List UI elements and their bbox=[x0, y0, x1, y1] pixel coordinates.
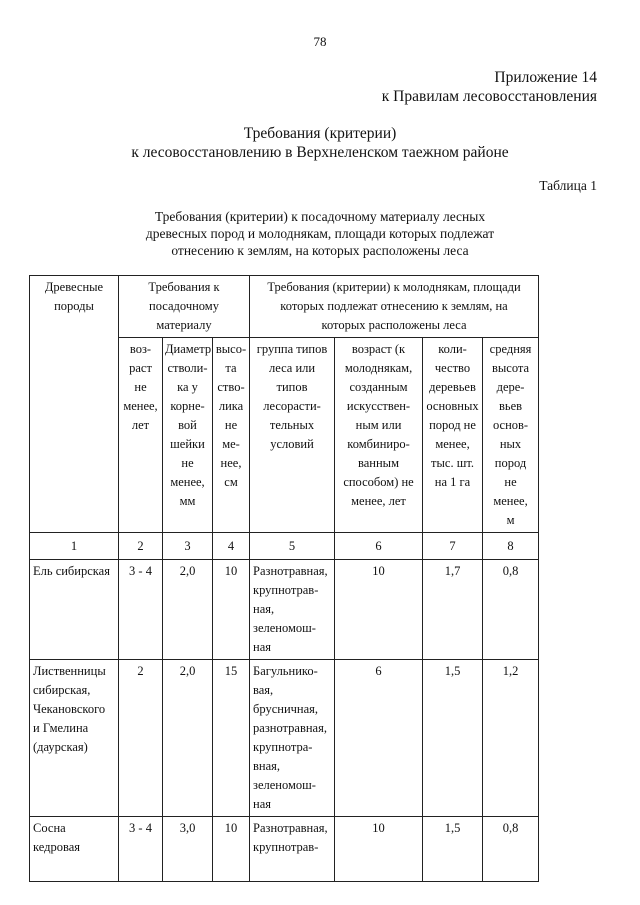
young-age-cell: 10 bbox=[335, 817, 423, 882]
tree-count-cell: 1,5 bbox=[423, 817, 483, 882]
tree-count-cell: 1,7 bbox=[423, 560, 483, 660]
text-line: основ- bbox=[492, 418, 529, 432]
column-number: 1 bbox=[30, 533, 119, 560]
diameter-cell: 2,0 bbox=[163, 560, 213, 660]
young-age-cell: 10 bbox=[335, 560, 423, 660]
forest-type-cell bbox=[250, 817, 335, 882]
text-line: ных bbox=[499, 437, 522, 451]
text-line: дере- bbox=[496, 380, 525, 394]
subheader-age bbox=[119, 338, 163, 533]
text-line: не bbox=[504, 475, 517, 489]
text-line: ство- bbox=[217, 380, 245, 394]
text-line: вой bbox=[178, 418, 197, 432]
text-line: пород не bbox=[429, 418, 476, 432]
column-number: 7 bbox=[423, 533, 483, 560]
caption-line-1: Требования (критерии) к посадочному материалу лесных bbox=[154, 209, 486, 224]
subheader-young-age bbox=[335, 338, 423, 533]
height-cell: 10 bbox=[213, 817, 250, 882]
text-line: высо- bbox=[215, 342, 247, 356]
text-line: лесорасти- bbox=[263, 399, 321, 413]
text-line: ная bbox=[253, 797, 272, 811]
height-cell: 10 bbox=[213, 560, 250, 660]
text-line: Багульнико- bbox=[253, 664, 318, 678]
text-line: Требования к bbox=[148, 280, 220, 294]
forest-type-cell bbox=[250, 560, 335, 660]
text-line: менее, лет bbox=[351, 494, 406, 508]
age-cell: 3 - 4 bbox=[119, 817, 163, 882]
table-label: Таблица 1 bbox=[539, 178, 597, 193]
text-line: лет bbox=[131, 418, 150, 432]
subheader-diameter bbox=[163, 338, 213, 533]
species-cell bbox=[30, 560, 119, 660]
text-line: комбиниро- bbox=[347, 437, 410, 451]
text-line: созданным bbox=[349, 380, 408, 394]
column-number: 8 bbox=[483, 533, 539, 560]
column-numbers-row bbox=[30, 533, 539, 560]
text-line: которых подлежат отнесению к землям, на bbox=[280, 299, 508, 313]
table-row bbox=[30, 660, 539, 817]
text-line: Лиственницы bbox=[33, 664, 106, 678]
text-line: зеленомош- bbox=[253, 778, 316, 792]
text-line: крупнотрав- bbox=[253, 840, 319, 854]
text-line: не bbox=[134, 380, 147, 394]
mean-height-cell: 0,8 bbox=[483, 560, 539, 660]
text-line: раст bbox=[129, 361, 152, 375]
subheader-mean-height bbox=[483, 338, 539, 533]
tree-count-cell: 1,5 bbox=[423, 660, 483, 817]
text-line: менее, bbox=[435, 437, 470, 451]
age-cell: 2 bbox=[119, 660, 163, 817]
height-cell: 15 bbox=[213, 660, 250, 817]
text-line: крупнотрав- bbox=[253, 583, 319, 597]
subheader-height bbox=[213, 338, 250, 533]
text-line: ная bbox=[253, 640, 272, 654]
text-line: пород bbox=[494, 456, 527, 470]
text-line: способом) не bbox=[343, 475, 414, 489]
diameter-cell: 3,0 bbox=[163, 817, 213, 882]
text-line: искусствен- bbox=[346, 399, 411, 413]
text-line: породы bbox=[54, 299, 94, 313]
text-line: которых расположены леса bbox=[321, 318, 467, 332]
text-line: условий bbox=[270, 437, 314, 451]
text-line: группа типов bbox=[256, 342, 328, 356]
text-line: ка у bbox=[177, 380, 198, 394]
young-age-cell: 6 bbox=[335, 660, 423, 817]
title-line-2: к лесовосстановлению в Верхнеленском таежном районе bbox=[131, 144, 509, 161]
column-number: 2 bbox=[119, 533, 163, 560]
text-line: коли- bbox=[438, 342, 467, 356]
subheader-forest-type bbox=[250, 338, 335, 533]
text-line: корне- bbox=[170, 399, 205, 413]
text-line: ным или bbox=[355, 418, 402, 432]
text-line: возраст (к bbox=[351, 342, 406, 356]
text-line: основных bbox=[426, 399, 479, 413]
text-line: зеленомош- bbox=[253, 621, 316, 635]
title-line-1: Требования (критерии) bbox=[243, 125, 397, 142]
species-cell bbox=[30, 817, 119, 882]
text-line: тельных bbox=[269, 418, 315, 432]
column-number: 4 bbox=[213, 533, 250, 560]
text-line: вьев bbox=[498, 399, 523, 413]
text-line: вная, bbox=[253, 759, 281, 773]
text-line: ванным bbox=[358, 456, 399, 470]
text-line: разнотравная, bbox=[253, 721, 327, 735]
text-line: леса или bbox=[268, 361, 316, 375]
text-line: ме- bbox=[222, 437, 240, 451]
text-line: воз- bbox=[129, 342, 152, 356]
species-cell bbox=[30, 660, 119, 817]
text-line: материалу bbox=[156, 318, 212, 332]
text-line: менее, bbox=[123, 399, 158, 413]
text-line: и Гмелина bbox=[33, 721, 89, 735]
table-row bbox=[30, 817, 539, 882]
mean-height-cell: 1,2 bbox=[483, 660, 539, 817]
text-line: тыс. шт. bbox=[431, 456, 474, 470]
appendix-line-1: Приложение 14 bbox=[494, 69, 597, 86]
text-line: посадочному bbox=[149, 299, 219, 313]
text-line: не bbox=[224, 418, 238, 432]
table-row bbox=[30, 560, 539, 660]
text-line: мм bbox=[179, 494, 196, 508]
appendix-reference bbox=[382, 68, 597, 106]
header-planting-material bbox=[119, 276, 250, 338]
text-line: шейки bbox=[170, 437, 205, 451]
text-line: ная, bbox=[253, 602, 275, 616]
text-line: см bbox=[224, 475, 238, 489]
text-line: средняя bbox=[489, 342, 532, 356]
column-number: 5 bbox=[250, 533, 335, 560]
text-line: Сосна bbox=[33, 821, 66, 835]
text-line: крупнотра- bbox=[253, 740, 313, 754]
document-title bbox=[0, 124, 640, 162]
text-line: не bbox=[181, 456, 194, 470]
appendix-line-2: к Правилам лесовосстановления bbox=[381, 88, 597, 105]
text-line: сибирская, bbox=[33, 683, 91, 697]
subheader-tree-count bbox=[423, 338, 483, 533]
text-line: Ель сибирская bbox=[33, 564, 110, 578]
text-line: нее, bbox=[220, 456, 242, 470]
text-line: высота bbox=[491, 361, 530, 375]
page-number: 78 bbox=[313, 34, 327, 49]
text-line: кедровая bbox=[33, 840, 81, 854]
text-line: типов bbox=[276, 380, 308, 394]
text-line: Разнотравная, bbox=[253, 821, 328, 835]
table-caption bbox=[0, 208, 640, 259]
text-line: чество bbox=[434, 361, 471, 375]
text-line: (даурская) bbox=[33, 740, 88, 754]
text-line: Разнотравная, bbox=[253, 564, 328, 578]
header-species bbox=[30, 276, 119, 533]
text-line: деревьев bbox=[429, 380, 476, 394]
requirements-table bbox=[29, 275, 539, 882]
caption-line-3: отнесению к землям, на которых расположены леса bbox=[171, 243, 469, 258]
text-line: молоднякам, bbox=[344, 361, 413, 375]
text-line: Древесные bbox=[44, 280, 104, 294]
forest-type-cell bbox=[250, 660, 335, 817]
text-line: м bbox=[506, 513, 515, 527]
header-young-stands bbox=[250, 276, 539, 338]
text-line: Чекановского bbox=[33, 702, 106, 716]
text-line: вая, bbox=[253, 683, 274, 697]
column-number: 6 bbox=[335, 533, 423, 560]
diameter-cell: 2,0 bbox=[163, 660, 213, 817]
text-line: лика bbox=[218, 399, 244, 413]
text-line: брусничная, bbox=[253, 702, 319, 716]
text-line: менее, bbox=[170, 475, 205, 489]
text-line: Диаметр bbox=[165, 342, 212, 356]
column-number: 3 bbox=[163, 533, 213, 560]
text-line: стволи- bbox=[167, 361, 208, 375]
mean-height-cell: 0,8 bbox=[483, 817, 539, 882]
caption-line-2: древесных пород и молоднякам, площади которых подлежат bbox=[145, 226, 495, 241]
text-line: та bbox=[225, 361, 237, 375]
text-line: на 1 га bbox=[434, 475, 471, 489]
text-line: Требования (критерии) к молоднякам, площади bbox=[267, 280, 521, 294]
text-line: менее, bbox=[493, 494, 528, 508]
age-cell: 3 - 4 bbox=[119, 560, 163, 660]
